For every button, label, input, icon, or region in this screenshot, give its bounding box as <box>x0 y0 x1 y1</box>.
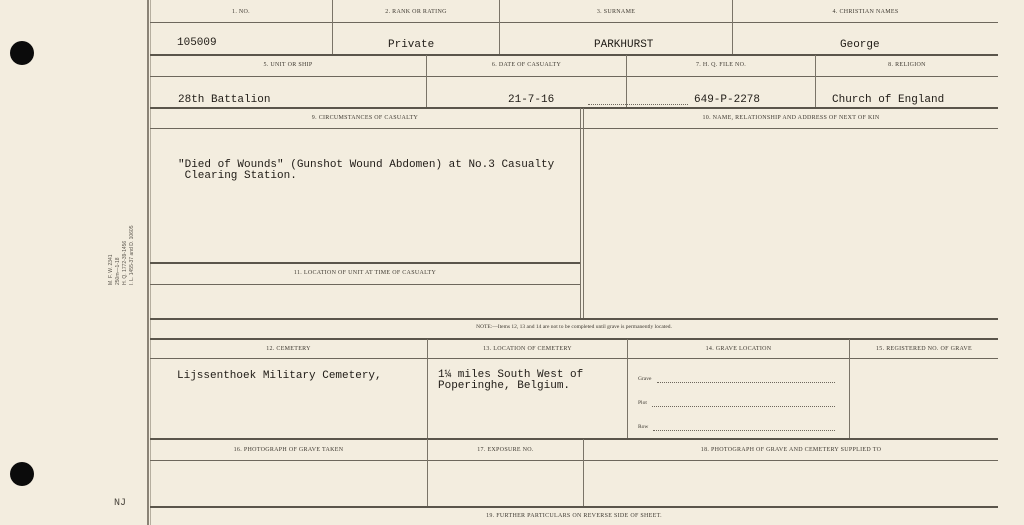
rule <box>627 339 628 438</box>
rule <box>583 108 584 318</box>
grave-completion-note: NOTE:—Items 12, 13 and 14 are not to be completed until grave is permanently located. <box>476 324 672 330</box>
grave-field-line <box>657 381 835 383</box>
field-label-cemetery-location: 13. LOCATION OF CEMETERY <box>483 346 572 352</box>
field-label-unit: 5. UNIT OR SHIP <box>263 62 313 68</box>
reverse-side-note: 19. FURTHER PARTICULARS ON REVERSE SIDE OF SHEET. <box>486 513 662 519</box>
field-label-next-of-kin: 10. NAME, RELATIONSHIP AND ADDRESS OF NEXT OF KIN <box>702 115 880 121</box>
rank-value: Private <box>388 39 435 51</box>
rule <box>150 338 998 340</box>
field-label-photo-supplied: 18. PHOTOGRAPH OF GRAVE AND CEMETERY SUPPLIED TO <box>700 447 882 453</box>
print-code-line: 250m—1-18 <box>115 257 121 285</box>
rule <box>150 76 998 77</box>
field-label-rank: 2. RANK OR RATING <box>385 9 447 15</box>
hq-file-value: 649-P-2278 <box>694 94 761 106</box>
rule <box>150 438 998 440</box>
christian-names-value: George <box>840 39 880 51</box>
rule <box>150 22 998 23</box>
rule <box>150 262 580 264</box>
field-label-number: 1. NO. <box>232 9 250 15</box>
cemetery-location-value: 1¼ miles South West of Poperinghe, Belgium. <box>438 369 584 392</box>
rule <box>849 339 850 438</box>
field-label-date-of-casualty: 6. DATE OF CASUALTY <box>491 62 562 68</box>
field-label-photo-taken: 16. PHOTOGRAPH OF GRAVE TAKEN <box>233 447 344 453</box>
field-label-grave-location: 14. GRAVE LOCATION <box>705 346 772 352</box>
grave-field-label: Grave <box>638 376 652 382</box>
punch-hole <box>10 462 34 486</box>
date-of-casualty-value: 21-7-16 <box>508 94 555 106</box>
rule <box>150 506 998 508</box>
unit-value: 28th Battalion <box>178 94 271 106</box>
religion-value: Church of England <box>832 94 945 106</box>
rule <box>150 358 998 359</box>
print-code-line: H. Q. 1772-39-1456 <box>122 240 128 285</box>
field-label-religion: 8. RELIGION <box>888 62 926 68</box>
rule <box>150 284 580 285</box>
field-label-unit-location: 11. LOCATION OF UNIT AT TIME OF CASUALTY <box>293 270 437 276</box>
field-label-circumstances: 9. CIRCUMSTANCES OF CASUALTY <box>311 115 419 121</box>
print-code-line: I. L. 1455-37 and D. 10605 <box>129 225 135 285</box>
field-label-cemetery: 12. CEMETERY <box>266 346 311 352</box>
surname-value: PARKHURST <box>594 39 654 51</box>
rule <box>150 54 998 56</box>
row-field-line <box>653 429 835 431</box>
plot-field-line <box>652 405 835 407</box>
cemetery-value: Lijssenthoek Military Cemetery, <box>177 370 382 382</box>
field-label-christian-names: 4. CHRISTIAN NAMES <box>832 9 899 15</box>
service-number-value: 105009 <box>177 37 217 49</box>
field-label-grave-number: 15. REGISTERED NO. OF GRAVE <box>876 346 972 352</box>
rule <box>580 108 581 318</box>
field-label-surname: 3. SURNAME <box>596 9 636 15</box>
print-code-line: M. F. W. 2341 <box>108 254 114 285</box>
rule <box>150 318 998 320</box>
row-field-label: Row <box>638 424 649 430</box>
plot-field-label: Plot <box>638 400 647 406</box>
rule <box>427 339 428 438</box>
punch-hole <box>10 41 34 65</box>
rule <box>150 460 998 461</box>
clerk-initials: NJ <box>114 498 127 509</box>
rule <box>150 128 998 129</box>
circumstances-value: "Died of Wounds" (Gunshot Wound Abdomen) at No.3 Casualty Clearing Station. <box>178 159 555 182</box>
leader-dots <box>588 103 688 105</box>
form-print-codes <box>108 226 136 286</box>
margin-rule <box>147 0 149 525</box>
rule <box>150 107 998 109</box>
field-label-hq-file: 7. H. Q. FILE NO. <box>695 62 747 68</box>
field-label-exposure-no: 17. EXPOSURE NO. <box>477 447 534 453</box>
